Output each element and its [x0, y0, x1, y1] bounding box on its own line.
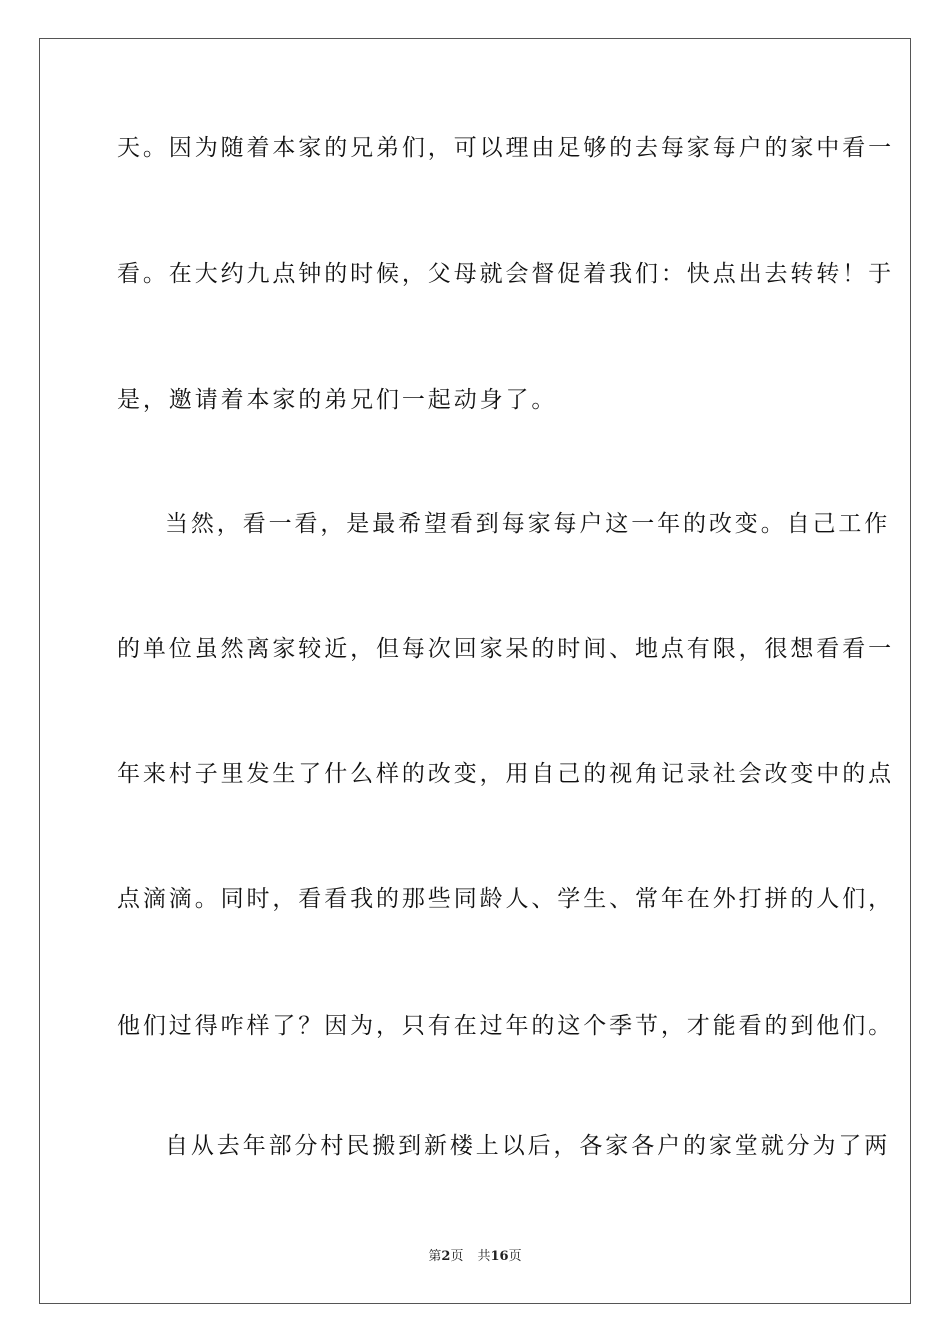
total-prefix: 共 — [477, 1249, 491, 1264]
text-line-9: 自从去年部分村民搬到新楼上以后，各家各户的家堂就分为了两 — [165, 1133, 891, 1159]
total-page-number: 16 — [490, 1249, 509, 1264]
text-line-6: 年来村子里发生了什么样的改变，用自己的视角记录社会改变中的点 — [117, 761, 894, 787]
page-footer — [0, 1248, 950, 1266]
page-suffix: 页 — [450, 1249, 464, 1264]
text-line-4: 当然，看一看，是最希望看到每家每户这一年的改变。自己工作 — [165, 511, 891, 537]
text-line-2: 看。在大约九点钟的时候，父母就会督促着我们：快点出去转转！于 — [117, 261, 894, 287]
text-line-8: 他们过得咋样了？因为，只有在过年的这个季节，才能看的到他们。 — [117, 1013, 894, 1039]
page-border — [39, 38, 911, 1304]
total-suffix: 页 — [508, 1249, 522, 1264]
page-prefix: 第 — [428, 1249, 442, 1264]
text-line-1: 天。因为随着本家的兄弟们，可以理由足够的去每家每户的家中看一 — [117, 135, 894, 161]
text-line-5: 的单位虽然离家较近，但每次回家呆的时间、地点有限，很想看看一 — [117, 636, 894, 662]
text-line-3: 是，邀请着本家的弟兄们一起动身了。 — [117, 387, 558, 413]
text-line-7: 点滴滴。同时，看看我的那些同龄人、学生、常年在外打拼的人们， — [117, 886, 894, 912]
current-page-number: 2 — [441, 1249, 451, 1264]
